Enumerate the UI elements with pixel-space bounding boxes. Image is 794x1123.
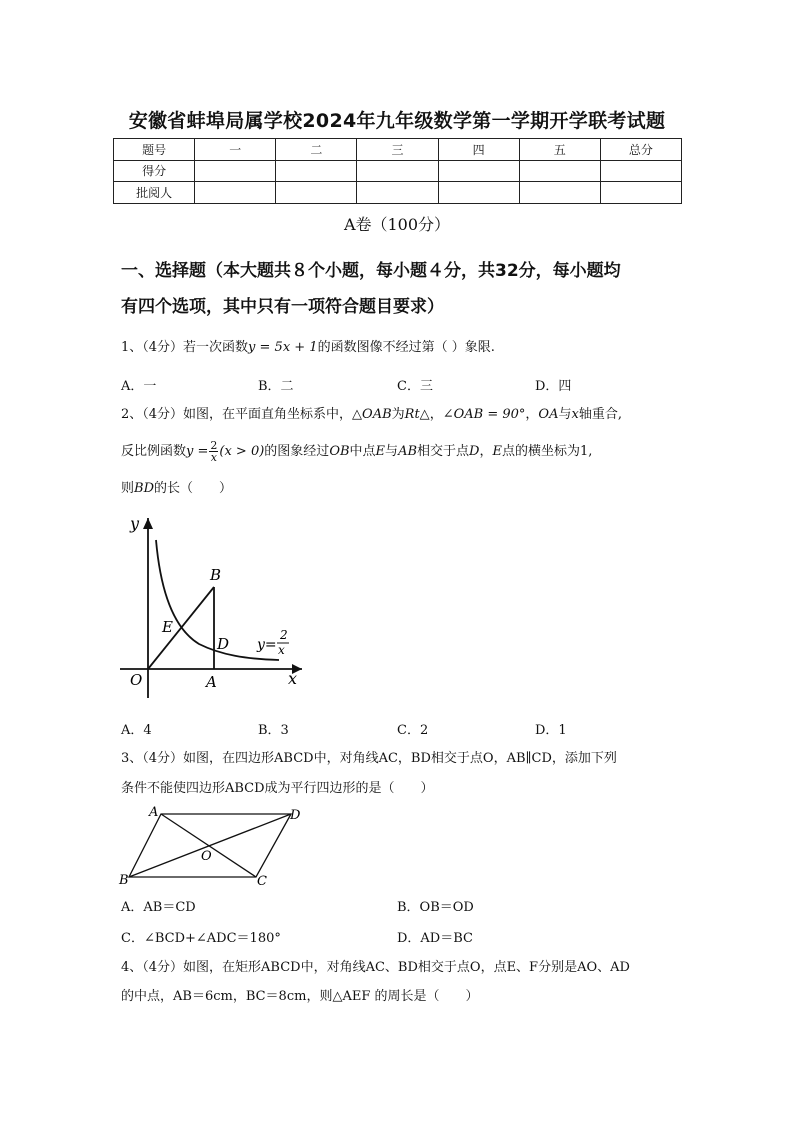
curve-label-den: x [278,643,285,657]
score-table-row-header: 题号 [114,139,195,161]
score-table-cell [438,182,519,204]
q2-text: ， [525,407,539,422]
q2-text: ， [429,407,443,422]
q3-option-a: A．AB＝CD [121,900,196,915]
q2-text: 反比例函数 [121,444,187,459]
question-2-line2 [121,440,701,463]
q3-parallelogram [116,803,316,888]
label-O: O [201,849,212,864]
score-table-cell [357,160,438,182]
score-table-row-header: 得分 [114,160,195,182]
diagonal-BD [129,814,291,877]
question-2-line1 [121,405,701,425]
q2-text: 相交于点 [417,444,470,459]
score-table-row [114,160,682,182]
score-table-row [114,182,682,204]
q2-ob: OB [329,444,350,459]
score-table-row-header: 批阅人 [114,182,195,204]
q3-option-d: D．AD＝BC [397,931,473,946]
score-table-cell [195,182,276,204]
q2-text: 点的横坐标为1, [501,444,593,459]
q2-frac-num: 2 [210,439,218,452]
q1-suffix: 的函数图像不经过第（ ）象限. [317,340,495,355]
curve-label-num: 2 [280,628,288,642]
q1-option-c: C．三 [397,379,433,394]
q2-d: D [469,444,480,459]
q2-e: E [375,444,386,459]
exam-title: 安徽省蚌埠局属学校2024年九年级数学第一学期开学联考试题 [128,110,666,132]
q2-oa: OA [538,407,559,422]
q2-graph [116,512,316,702]
q2-fraction [209,440,218,463]
part1-heading-line2: 有四个选项，其中只有一项符合题目要求） [121,297,444,317]
q2-ab: AB [398,444,418,459]
score-table-row [114,139,682,161]
score-table-cell: 五 [519,139,600,161]
score-table-cell [276,182,357,204]
score-table-cell [357,182,438,204]
score-table-cell [600,182,681,204]
segment-OB [148,587,214,669]
label-C: C [257,874,267,888]
score-table-cell: 一 [195,139,276,161]
question-1 [121,338,701,358]
q3-option-c: C．∠BCD+∠ADC＝180° [121,931,281,946]
q2-text: 与 [558,407,572,422]
label-O: O [130,671,143,689]
label-B: B [210,566,222,584]
score-table-cell: 总分 [600,139,681,161]
q2-condition: (x > 0) [219,444,265,459]
q2-e2: E [492,444,502,459]
q2-option-d: D．1 [535,723,567,738]
question-3-line2: 条件不能使四边形ABCD成为平行四边形的是（ ） [121,781,434,796]
score-table-cell: 三 [357,139,438,161]
score-table-cell [600,160,681,182]
label-D: D [217,635,230,653]
label-D: D [290,808,301,823]
q2-text: 为 [391,407,405,422]
score-table-cell [519,160,600,182]
q2-option-b: B．3 [258,723,289,738]
q1-formula: y = 5x + 1 [248,340,318,355]
q2-text: 与 [385,444,399,459]
question-2-line3 [121,479,701,499]
question-4-line1: 4、（4分）如图，在矩形ABCD中，对角线AC、BD相交于点O，点E、F分别是AO、AD [121,960,630,975]
label-x: x [288,669,298,688]
q2-option-c: C．2 [397,723,429,738]
q2-option-a: A．4 [121,723,152,738]
q1-option-a: A．一 [121,379,157,394]
score-table-cell [438,160,519,182]
q2-text: 则 [121,481,135,496]
q2-angle: ∠OAB = 90° [442,407,526,422]
q2-x: x [571,407,579,422]
q2-text: 中点 [349,444,376,459]
label-B: B [119,873,129,888]
q2-frac-den: x [210,451,217,464]
q1-option-d: D．四 [535,379,572,394]
score-table-cell: 四 [438,139,519,161]
q2-text: 轴重合, [578,407,622,422]
label-y: y [130,514,140,533]
question-4-line2: 的中点，AB＝6cm，BC＝8cm，则△AEF 的周长是（ ） [121,989,479,1004]
score-table-cell [276,160,357,182]
q2-rt: Rt△ [404,407,430,422]
q1-option-b: B．二 [258,379,294,394]
q1-prefix: 1、（4分）若一次函数 [121,340,249,355]
score-table [113,138,682,204]
q2-text: 的图象经过 [264,444,330,459]
label-E: E [162,618,173,636]
label-A: A [206,673,217,691]
q2-text: 2、（4分）如图，在平面直角坐标系中， [121,407,353,422]
label-A: A [149,805,159,820]
section-a-heading: A卷（100分） [343,215,451,234]
q2-text: 的长（ ） [154,481,233,496]
part1-heading-line1: 一、选择题（本大题共８个小题，每小题４分，共32分，每小题均 [121,261,621,281]
q2-text: ， [479,444,493,459]
score-table-cell [195,160,276,182]
q2-bd: BD [134,481,154,496]
curve-label-y: y= [257,637,277,653]
y-axis-arrow [143,518,153,529]
score-table-cell: 二 [276,139,357,161]
score-table-cell [519,182,600,204]
q2-triangle: △OAB [352,407,392,422]
question-3-line1: 3、（4分）如图，在四边形ABCD中，对角线AC，BD相交于点O，AB∥CD，添加下列 [121,751,617,766]
q3-option-b: B．OB＝OD [397,900,474,915]
q2-y-eq: y = [186,444,209,459]
